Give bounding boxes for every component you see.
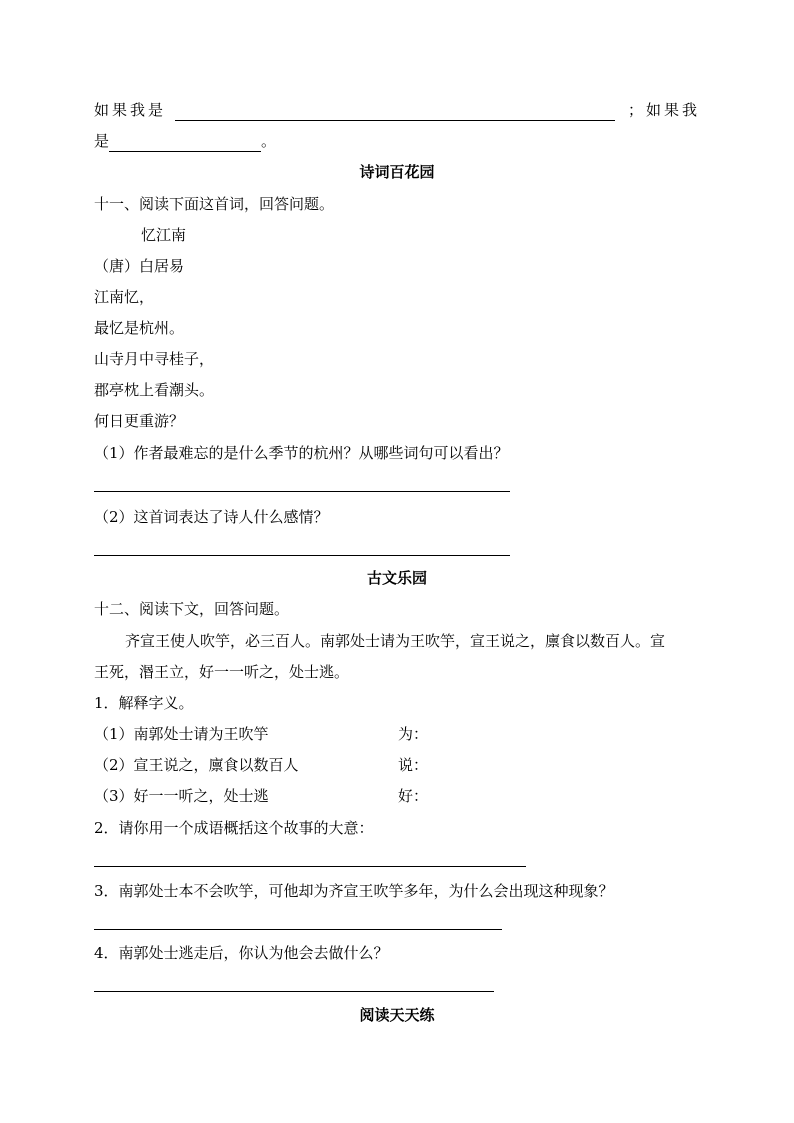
section-title-reading: 阅读天天练 <box>359 1006 435 1024</box>
answer-blank-1[interactable] <box>175 100 615 121</box>
fill-line-1-end: ；如果我 <box>627 101 700 119</box>
poem-line: 山寺月中寻桂子， <box>94 350 215 368</box>
q12-answer-line-4[interactable] <box>94 991 494 992</box>
q12-item-2: 2．请你用一个成语概括这个故事的大意： <box>94 819 374 837</box>
poem-title: 忆江南 <box>141 226 187 244</box>
poem-line: 何日更重游？ <box>94 412 185 430</box>
q11-answer-line-2[interactable] <box>94 555 510 556</box>
fill-line-1-start: 如果我是 <box>94 101 167 119</box>
poem-line: 郡亭枕上看潮头。 <box>94 381 215 399</box>
q11-intro: 十一、阅读下面这首词，回答问题。 <box>94 195 335 213</box>
definition-sentence: （3）好一一听之，处士逃 <box>94 787 269 805</box>
poem-line: 江南忆， <box>94 288 155 306</box>
fill-line-1 <box>94 100 700 121</box>
q12-answer-line-3[interactable] <box>94 929 502 930</box>
fill-line-2-start: 是 <box>94 132 110 150</box>
passage-line-2: 王死，湣王立，好一一听之，处士逃。 <box>94 663 350 681</box>
section-title-classical: 古文乐园 <box>366 569 427 587</box>
definition-word[interactable]: 为： <box>398 725 429 743</box>
q11-question-2: （2）这首词表达了诗人什么感情？ <box>94 508 329 526</box>
definition-sentence: （1）南郭处士请为王吹竽 <box>94 725 269 743</box>
q12-item-4: 4．南郭处士逃走后，你认为他会去做什么？ <box>94 944 389 962</box>
q11-question-1: （1）作者最难忘的是什么季节的杭州？从哪些词句可以看出？ <box>94 444 509 462</box>
definition-sentence: （2）宣王说之，廪食以数百人 <box>94 756 299 774</box>
section-title-poetry: 诗词百花园 <box>359 163 435 181</box>
q11-answer-line-1[interactable] <box>94 491 510 492</box>
q12-answer-line-2[interactable] <box>94 866 526 867</box>
answer-blank-2[interactable] <box>109 131 261 152</box>
definition-word[interactable]: 说： <box>398 756 429 774</box>
definition-word[interactable]: 好： <box>398 787 429 805</box>
passage-line-1: 齐宣王使人吹竽，必三百人。南郭处士请为王吹竽，宣王说之，廪食以数百人。宣 <box>125 632 666 650</box>
q12-item-1: 1．解释字义。 <box>94 694 194 712</box>
poem-line: 最忆是杭州。 <box>94 319 185 337</box>
q12-item-3: 3．南郭处士本不会吹竽，可他却为齐宣王吹竽多年，为什么会出现这种现象？ <box>94 882 614 900</box>
poem-author: （唐）白居易 <box>94 257 185 275</box>
fill-line-2 <box>94 131 276 152</box>
fill-line-2-end: 。 <box>261 132 277 150</box>
q12-intro: 十二、阅读下文，回答问题。 <box>94 600 290 618</box>
